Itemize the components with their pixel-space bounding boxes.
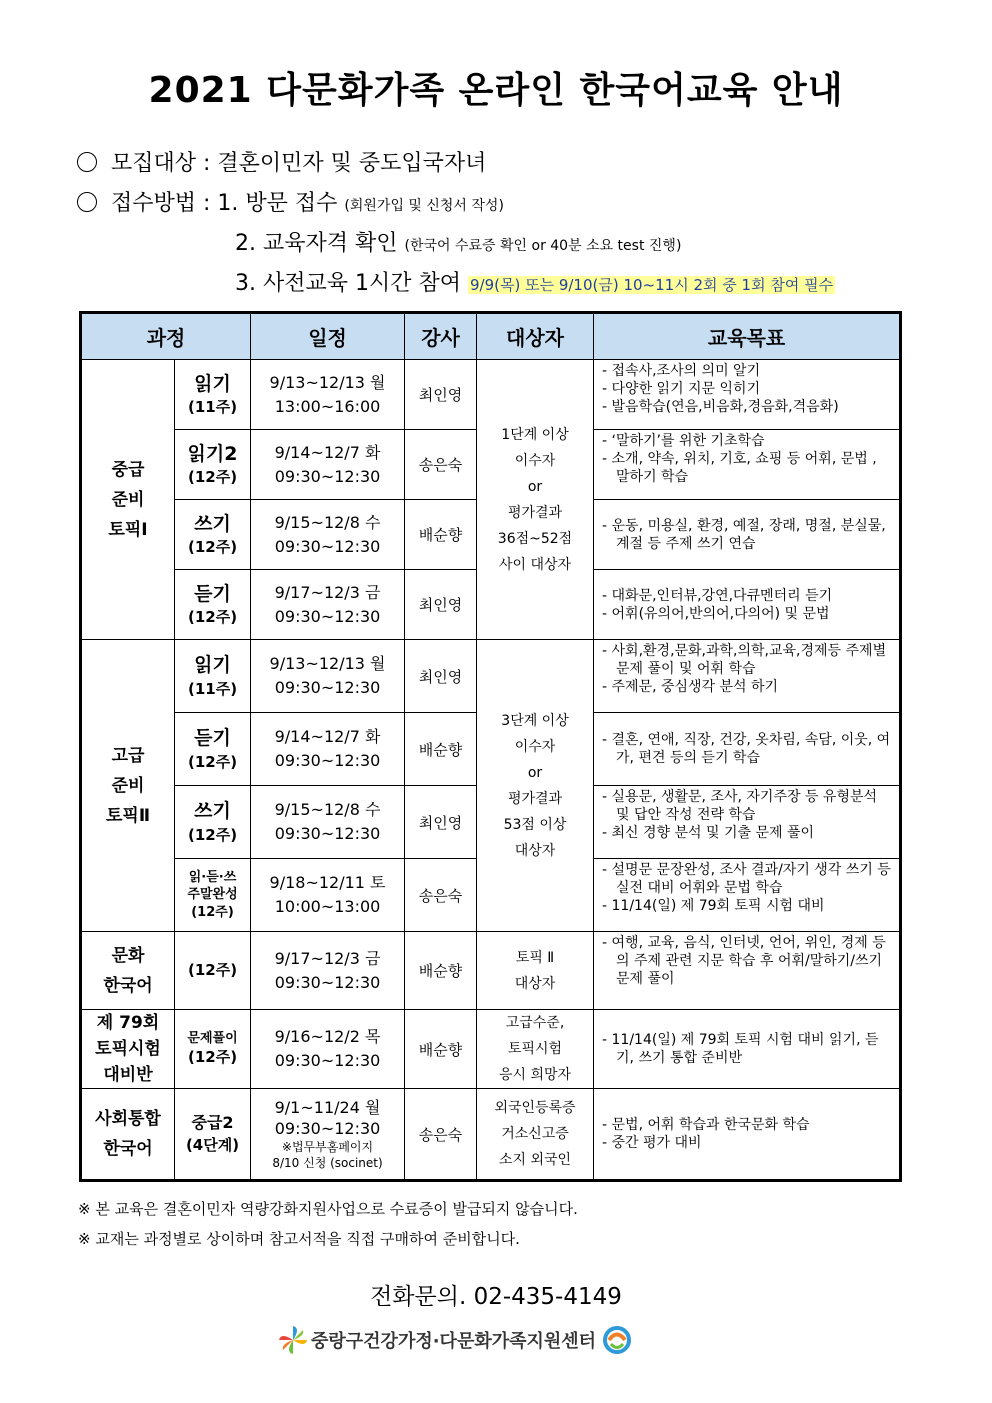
course-cell: 읽기 (11주) xyxy=(175,640,251,713)
schedule-cell: 9/16~12/2 목 09:30~12:30 xyxy=(251,1010,405,1089)
teacher-cell: 최인영 xyxy=(405,640,477,713)
page-title: 2021 다문화가족 온라인 한국어교육 안내 xyxy=(148,70,844,111)
swirl-logo-icon xyxy=(600,1325,634,1355)
category-cell: 문화 한국어 xyxy=(81,932,175,1010)
footnote: ※ 교재는 과정별로 상이하며 참고서적을 직접 구매하여 준비합니다. xyxy=(78,1230,520,1248)
teacher-cell: 최인영 xyxy=(405,786,477,859)
goal-cell: - 11/14(일) 제 79회 토픽 시험 대비 읽기, 듣기, 쓰기 통합 준비반 xyxy=(594,1010,901,1089)
target-cell: 3단계 이상 이수자 or 평가결과 53점 이상 대상자 xyxy=(477,640,594,932)
header-target: 대상자 xyxy=(477,313,594,360)
category-cell: 사회통합 한국어 xyxy=(81,1089,175,1181)
schedule-cell: 9/15~12/8 수 09:30~12:30 xyxy=(251,786,405,859)
schedule-cell: 9/18~12/11 토 10:00~13:00 xyxy=(251,859,405,932)
goal-cell: - 사회,환경,문화,과학,의학,교육,경제등 주제별 문제 풀이 및 어휘 학습 - 주제문, 중심생각 분석 하기 xyxy=(594,640,901,713)
teacher-cell: 송은숙 xyxy=(405,1089,477,1181)
apply-step-3: 3. 사전교육 1시간 참여 9/9(목) 또는 9/10(금) 10~11시 2회 중 1회 참여 필수 xyxy=(235,271,834,296)
header-teacher: 강사 xyxy=(405,313,477,360)
course-cell: 읽·듣·쓰 주말완성 (12주) xyxy=(175,859,251,932)
footnote: ※ 본 교육은 결혼이민자 역량강화지원사업으로 수료증이 발급되지 않습니다. xyxy=(78,1200,578,1218)
header-course: 과정 xyxy=(81,313,251,360)
course-cell: (12주) xyxy=(175,932,251,1010)
teacher-cell: 최인영 xyxy=(405,570,477,640)
course-cell: 읽기2 (12주) xyxy=(175,430,251,500)
schedule-cell: 9/13~12/13 월 13:00~16:00 xyxy=(251,360,405,430)
teacher-cell: 최인영 xyxy=(405,360,477,430)
table-row xyxy=(81,1010,901,1089)
schedule-cell: 9/17~12/3 금 09:30~12:30 xyxy=(251,932,405,1010)
header-goal: 교육목표 xyxy=(594,313,901,360)
teacher-cell: 배순향 xyxy=(405,932,477,1010)
target-cell: 외국인등록증 거소신고증 소지 외국인 xyxy=(477,1089,594,1181)
teacher-cell: 송은숙 xyxy=(405,859,477,932)
recruit-target: 모집대상 : 결혼이민자 및 중도입국자녀 xyxy=(77,146,486,177)
schedule-cell: 9/14~12/7 화 09:30~12:30 xyxy=(251,713,405,786)
target-cell: 토픽 Ⅱ 대상자 xyxy=(477,932,594,1010)
table-row xyxy=(81,360,901,430)
target-cell: 고급수준, 토픽시험 응시 희망자 xyxy=(477,1010,594,1089)
teacher-cell: 배순향 xyxy=(405,500,477,570)
table-header-row xyxy=(81,313,901,360)
schedule-cell: 9/1~11/24 월 09:30~12:30 ※법무부홈페이지 8/10 신청 (socinet) xyxy=(251,1089,405,1181)
category-cell: 중급 준비 토픽Ⅰ xyxy=(81,360,175,640)
course-cell: 문제풀이 (12주) xyxy=(175,1010,251,1089)
schedule-cell: 9/13~12/13 월 09:30~12:30 xyxy=(251,640,405,713)
course-cell: 쓰기 (12주) xyxy=(175,500,251,570)
target-cell: 1단계 이상 이수자 or 평가결과 36점~52점 사이 대상자 xyxy=(477,360,594,640)
apply-step-2: 2. 교육자격 확인 (한국어 수료증 확인 or 40분 소요 test 진행) xyxy=(235,231,682,256)
course-cell: 읽기 (11주) xyxy=(175,360,251,430)
goal-cell: - 실용문, 생활문, 조사, 자기주장 등 유형분석 및 답안 작성 전략 학습 - 최신 경향 분석 및 기출 문제 풀이 xyxy=(594,786,901,859)
schedule-cell: 9/15~12/8 수 09:30~12:30 xyxy=(251,500,405,570)
pinwheel-logo-icon xyxy=(277,1324,309,1356)
table-row xyxy=(81,1089,901,1181)
goal-cell: - 결혼, 연애, 직장, 건강, 옷차림, 속담, 이웃, 여가, 편견 등의 듣기 학습 xyxy=(594,713,901,786)
goal-cell: - 접속사,조사의 의미 알기 - 다양한 읽기 지문 익히기 - 발음학습(연음,비음화,경음화,격음화) xyxy=(594,360,901,430)
category-cell: 제 79회 토픽시험 대비반 xyxy=(81,1010,175,1089)
circle-bullet-icon xyxy=(77,152,97,172)
apply-method: 접수방법 : 1. 방문 접수 (회원가입 및 신청서 작성) xyxy=(77,186,504,217)
schedule-highlight: 9/9(목) 또는 9/10(금) 10~11시 2회 중 1회 참여 필수 xyxy=(469,276,834,294)
header-schedule: 일정 xyxy=(251,313,405,360)
schedule-cell: 9/17~12/3 금 09:30~12:30 xyxy=(251,570,405,640)
category-cell: 고급 준비 토픽Ⅱ xyxy=(81,640,175,932)
footnotes xyxy=(78,1194,578,1254)
schedule-cell: 9/14~12/7 화 09:30~12:30 xyxy=(251,430,405,500)
course-cell: 쓰기 (12주) xyxy=(175,786,251,859)
center-name: 중랑구건강가정·다문화가족지원센터 xyxy=(311,1331,597,1352)
teacher-cell: 배순향 xyxy=(405,713,477,786)
goal-cell: - ‘말하기’를 위한 기초학습 - 소개, 약속, 위치, 기호, 쇼핑 등 어휘, 문법 , 말하기 학습 xyxy=(594,430,901,500)
table-row xyxy=(81,640,901,713)
table-row xyxy=(81,932,901,1010)
teacher-cell: 배순향 xyxy=(405,1010,477,1089)
course-cell: 듣기 (12주) xyxy=(175,713,251,786)
goal-cell: - 설명문 문장완성, 조사 결과/자기 생각 쓰기 등 실전 대비 어휘와 문법 학습 - 11/14(일) 제 79회 토픽 시험 대비 xyxy=(594,859,901,932)
teacher-cell: 송은숙 xyxy=(405,430,477,500)
goal-cell: - 대화문,인터뷰,강연,다큐멘터리 듣기 - 어휘(유의어,반의어,다의어) 및 문법 xyxy=(594,570,901,640)
course-cell: 듣기 (12주) xyxy=(175,570,251,640)
phone-contact: 전화문의. 02-435-4149 xyxy=(370,1284,622,1310)
course-table xyxy=(79,311,902,1182)
circle-bullet-icon xyxy=(77,192,97,212)
course-cell: 중급2 (4단계) xyxy=(175,1089,251,1181)
goal-cell: - 문법, 어휘 학습과 한국문화 학습 - 중간 평가 대비 xyxy=(594,1089,901,1181)
goal-cell: - 운동, 미용실, 환경, 예절, 장래, 명절, 분실물, 계절 등 주제 쓰기 연습 xyxy=(594,500,901,570)
center-logo xyxy=(277,1323,634,1357)
goal-cell: - 여행, 교육, 음식, 인터넷, 언어, 위인, 경제 등의 주제 관련 지문 학습 후 어휘/말하기/쓰기 문제 풀이 xyxy=(594,932,901,1010)
